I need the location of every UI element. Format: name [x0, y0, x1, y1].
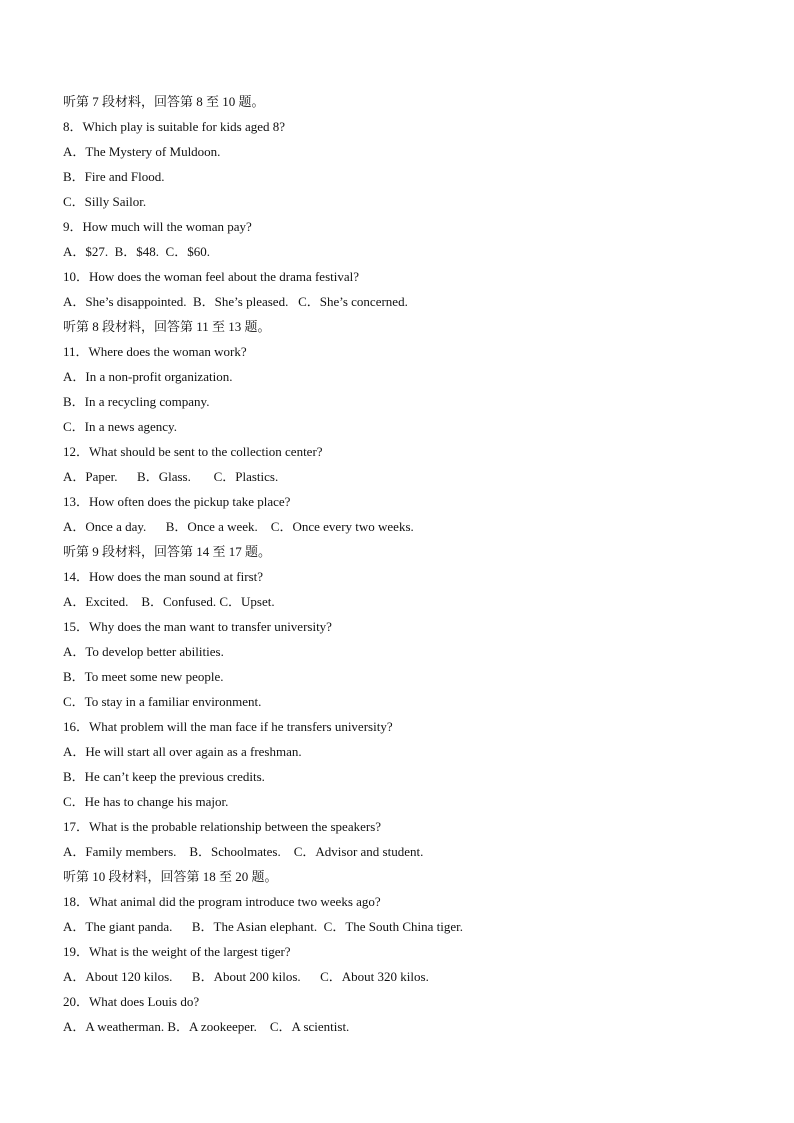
question-12: 12．What should be sent to the collection center? — [63, 444, 323, 459]
option-line: A．She’s disappointed. B．She’s pleased. C．She’s concerned. — [63, 294, 408, 309]
option-line: A．He will start all over again as a freshman. — [63, 744, 302, 759]
question-18: 18．What animal did the program introduce two weeks ago? — [63, 894, 381, 909]
option-line: A．About 120 kilos. B．About 200 kilos. C．About 320 kilos. — [63, 969, 429, 984]
question-10: 10．How does the woman feel about the drama festival? — [63, 269, 360, 284]
option-line: A．In a non-profit organization. — [63, 369, 233, 384]
section-heading-9: 听第 9 段材料，回答第 14 至 17 题。 — [63, 544, 272, 559]
option-line: A．The giant panda. B．The Asian elephant. C．The South China tiger. — [63, 919, 464, 934]
option-line: C．Silly Sailor. — [63, 194, 147, 209]
option-line: B．In a recycling company. — [63, 394, 210, 409]
question-20: 20．What does Louis do? — [63, 994, 200, 1009]
option-line: C．In a news agency. — [63, 419, 177, 434]
option-line: A．To develop better abilities. — [63, 644, 224, 659]
option-line: A．A weatherman. B．A zookeeper. C．A scientist. — [63, 1019, 350, 1034]
question-8: 8．Which play is suitable for kids aged 8? — [63, 119, 286, 134]
question-17: 17．What is the probable relationship between the speakers? — [63, 819, 382, 834]
question-11: 11．Where does the woman work? — [63, 344, 247, 359]
option-line: A．Paper. B．Glass. C．Plastics. — [63, 469, 279, 484]
option-line: A．$27. B．$48. C．$60. — [63, 244, 210, 259]
option-line: C．To stay in a familiar environment. — [63, 694, 262, 709]
option-line: B．To meet some new people. — [63, 669, 224, 684]
section-heading-8: 听第 8 段材料，回答第 11 至 13 题。 — [63, 319, 271, 334]
option-line: B．He can’t keep the previous credits. — [63, 769, 265, 784]
option-line: A．Family members. B．Schoolmates. C．Advisor and student. — [63, 844, 424, 859]
section-heading-10: 听第 10 段材料，回答第 18 至 20 题。 — [63, 869, 278, 884]
question-9: 9．How much will the woman pay? — [63, 219, 252, 234]
question-16: 16．What problem will the man face if he transfers university? — [63, 719, 393, 734]
option-line: B．Fire and Flood. — [63, 169, 165, 184]
question-13: 13．How often does the pickup take place? — [63, 494, 291, 509]
question-14: 14．How does the man sound at first? — [63, 569, 264, 584]
section-heading-7: 听第 7 段材料，回答第 8 至 10 题。 — [63, 94, 265, 109]
question-15: 15．Why does the man want to transfer university? — [63, 619, 332, 634]
option-line: A．Excited. B．Confused. C．Upset. — [63, 594, 275, 609]
question-19: 19．What is the weight of the largest tiger? — [63, 944, 291, 959]
option-line: A．The Mystery of Muldoon. — [63, 144, 221, 159]
option-line: A．Once a day. B．Once a week. C．Once every two weeks. — [63, 519, 414, 534]
listening-questions — [63, 89, 743, 1039]
option-line: C．He has to change his major. — [63, 794, 229, 809]
